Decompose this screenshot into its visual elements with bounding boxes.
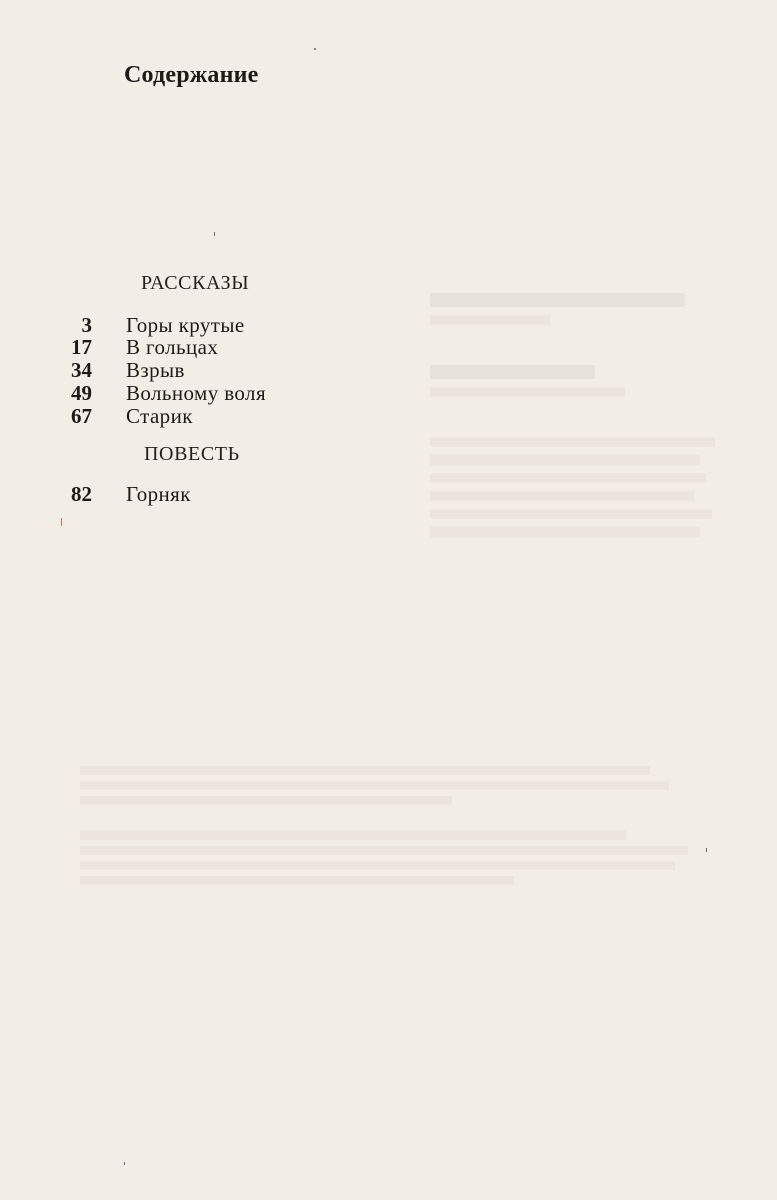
toc-page-number: 82	[71, 482, 92, 506]
paper-speck	[214, 232, 215, 236]
paper-speck	[124, 1162, 125, 1165]
toc-title: Горняк	[126, 482, 191, 506]
paper-speck	[314, 48, 316, 50]
section-heading-stories: РАССКАЗЫ	[141, 272, 250, 294]
toc-page-number: 17	[71, 335, 92, 359]
toc-title: Горы крутые	[126, 313, 245, 337]
paper-speck	[706, 848, 707, 852]
toc-page-number: 67	[71, 404, 92, 428]
paper-speck	[61, 518, 62, 526]
toc-page-number: 3	[81, 313, 92, 337]
section-heading-novella: ПОВЕСТЬ	[144, 443, 240, 465]
bleed-through-text	[430, 285, 730, 705]
toc-title: В гольцах	[126, 335, 219, 359]
toc-title: Взрыв	[126, 358, 185, 382]
toc-title: Старик	[126, 404, 193, 428]
toc-page-number: 34	[71, 358, 92, 382]
bleed-through-text	[80, 760, 700, 920]
toc-page-number: 49	[71, 381, 92, 405]
toc-title: Вольному воля	[126, 381, 266, 405]
page-title: Содержание	[124, 62, 259, 88]
